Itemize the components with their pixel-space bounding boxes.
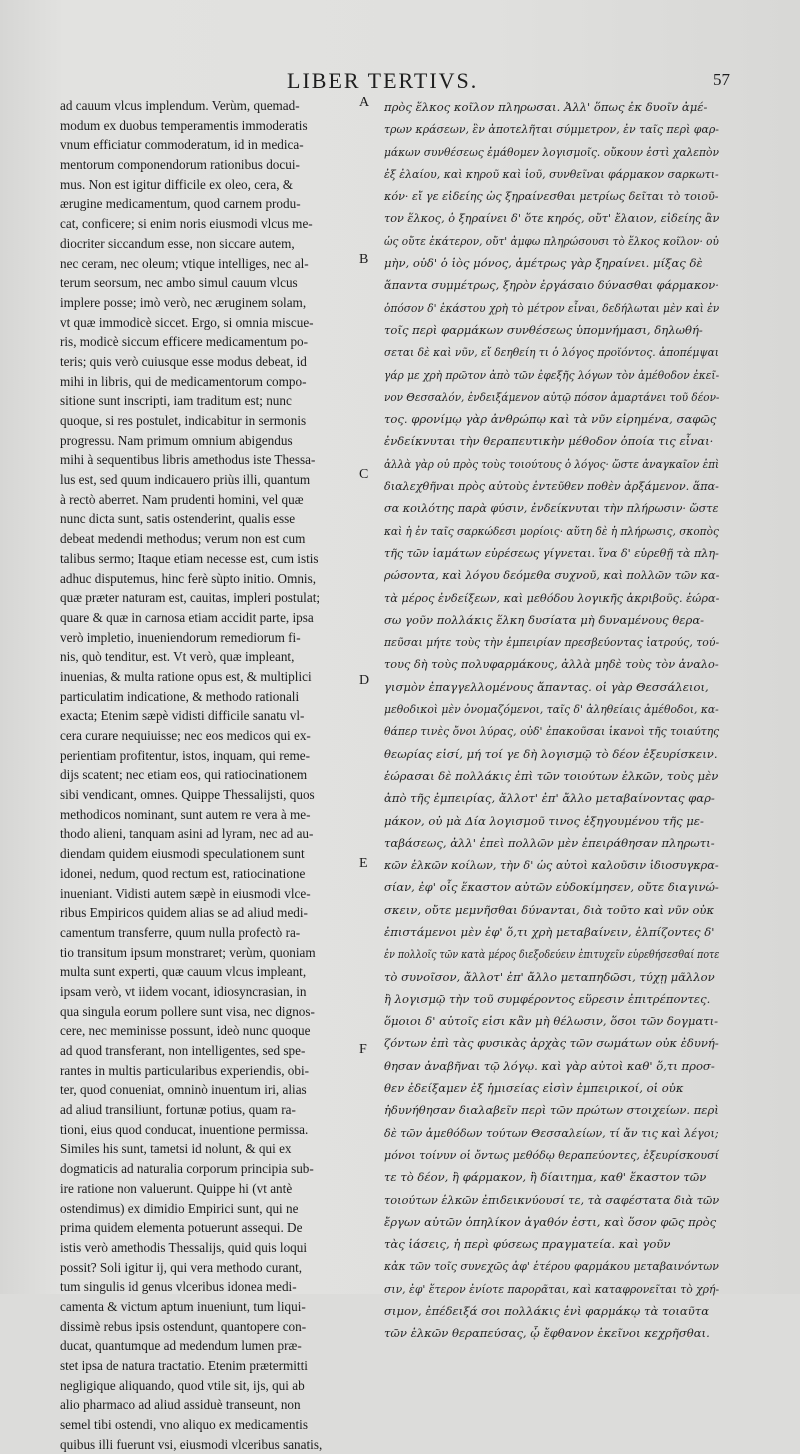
- greek-text-line: ἐνδείκνυται τὴν θεραπευτικὴν μέθοδον ὁποία τις εἶναι·: [384, 434, 714, 449]
- latin-text-line: cere, nec meminisse possunt, ideò nunc quoque: [60, 1023, 311, 1039]
- latin-text-line: qua singula eorum pollere sunt visa, nec dignos-: [60, 1003, 315, 1019]
- latin-text-line: exacta; Etenim sæpè vidisti difficile sanatu vl-: [60, 708, 305, 724]
- latin-text-line: quæ præter naturam est, cauitas, impleri postulat;: [60, 590, 321, 606]
- latin-text-line: ter, quod conueniat, omninò inuentum iri, alias: [60, 1082, 307, 1098]
- greek-text-line: σκειν, οὔτε μεμνῆσθαι δύνανται, διὰ τοῦτο καὶ νῦν οὐκ: [384, 902, 715, 917]
- greek-text-line: τῆς τῶν ἰαμάτων εὑρέσεως γίγνεται. ἵνα δ' εὑρεθῇ τὰ πλη-: [384, 545, 719, 560]
- latin-text-line: tio transitum ipsum monstraret; verùm, quoniam: [60, 944, 316, 960]
- latin-column: [60, 96, 360, 1454]
- latin-text-line: particulatim indicatione, & methodo rationali: [60, 688, 300, 704]
- latin-text-line: multa sunt experti, quæ cauum vlcus impleant,: [60, 964, 307, 980]
- section-marker: E: [359, 856, 368, 871]
- latin-text-line: lus est, sed quum indicauero priùs illi, quantum: [60, 472, 311, 488]
- latin-text-line: mus. Non est igitur difficile ex oleo, cera, &: [60, 176, 294, 192]
- greek-text-line: θησαν ἀναβῆναι τῷ λόγῳ. καὶ γὰρ αὐτοὶ καθ' ὅ,τι προσ-: [384, 1058, 715, 1073]
- latin-text-line: ribus Empiricos quidem alias se ad aliud medi-: [60, 905, 308, 921]
- greek-text-line: πρὸς ἕλκος κοῖλον πληρωσαι. Ἀλλ' ὅπως ἐκ δυοῖν ἀμέ-: [384, 100, 708, 114]
- page-number: 57: [713, 70, 730, 89]
- latin-text-line: ris, modicè siccum efficere medicamentum po-: [60, 334, 309, 350]
- latin-text-line: implere posse; imò verò, nec æruginem solam,: [60, 294, 307, 310]
- greek-text-line: σω γοῦν πολλάκις ἕλκη δυσίατα μὴ δυναμένους θερα-: [384, 612, 705, 627]
- greek-text-line: ἐν πολλοῖς τῶν κατὰ μέρος διεξοδεύειν ἐπιτυχεῖν εὑρεθήσεσθαί ποτε: [384, 947, 720, 962]
- greek-text-line: νον Θεσσαλόν, ἐνδειξάμενον αὐτῷ πόσον ἁμαρτάνει τοῦ δέον-: [384, 389, 720, 404]
- latin-text-line: cera curare nequiuisse; nec eos medicos qui ex-: [60, 728, 311, 743]
- latin-text-line: thodo alieni, tanquam asini ad lyram, nec ad au-: [60, 826, 314, 842]
- greek-text-line: σίαν, ἐφ' οἷς ἕκαστον αὐτῶν εὐδοκίμησεν, οὔτε διαγινώ-: [384, 880, 719, 895]
- greek-text-line: πεῦσαι μήτε τοὺς τὴν ἐμπειρίαν πρεσβεύοντας ἰατρούς, τού-: [384, 635, 720, 650]
- latin-text-line: camenta & victum aptum inueniunt, tum liqui-: [60, 1298, 306, 1314]
- latin-text-line: ire ratione non valuerunt. Quippe hi (vt antè: [60, 1180, 293, 1196]
- section-marker: D: [359, 673, 370, 688]
- greek-text-line: μάκων συνθέσεως ἐμάθομεν λογισμοῖς. οὔκουν ἐστὶ χαλεπὸν: [384, 144, 719, 159]
- greek-text-line: κόν· εἴ γε εἰδείης ὡς ξηραίνεσθαι μετρίως δεῖται τὸ τοιοῦ-: [384, 189, 719, 204]
- latin-text-line: ad aliud transiliunt, fortunæ potius, quam ra-: [60, 1102, 296, 1118]
- latin-text-line: talibus sermo; Itaque etiam necesse est, cum istis: [60, 550, 319, 566]
- latin-text-line: stet ipsa de natura tractatio. Etenim prætermitti: [60, 1358, 308, 1373]
- greek-text-line: ἐξ ἐλαίου, καὶ κηροῦ καὶ ἰοῦ, συνθεῖναι φάρμακον σαρκωτι-: [384, 166, 719, 181]
- latin-text-line: mihi in libris, qui de medicamentorum compo-: [60, 373, 307, 389]
- latin-text-line: rantes in multis particularibus experiendis, obi-: [60, 1062, 310, 1078]
- latin-text-line: prima quidem elementa potuerunt assequi. De: [60, 1220, 303, 1236]
- latin-text-line: camentum transferre, quum nulla profectò ra-: [60, 924, 301, 940]
- latin-text-line: istis verò amethodis Thessalijs, quid quis loqui: [60, 1239, 308, 1255]
- latin-text-line: vt quæ immodicè siccet. Ergo, si omnia miscue-: [60, 314, 314, 330]
- greek-text-line: ἑώρασαι δὲ πολλάκις ἐπὶ τῶν τοιούτων ἑλκῶν, τοὺς μὲν: [384, 768, 719, 783]
- greek-text-line: ἐπιστάμενοι μὲν ἐφ' ὅ,τι χρὴ μεταβαίνειν, ἐλπίζοντες δ': [384, 924, 715, 939]
- latin-text-line: quare & quæ in carnosa etiam accidit parte, ipsa: [60, 609, 314, 625]
- latin-text-line: dijs scatent; nec etiam eos, qui ratiocinationem: [60, 767, 308, 783]
- greek-text-line: ἠδυνήθησαν διαλαβεῖν περὶ τῶν πρώτων στοιχείων. περὶ: [384, 1103, 719, 1118]
- greek-text-line: ρώσοντα, καὶ λόγου δεόμεθα συχνοῦ, καὶ πολλῶν τῶν κα-: [384, 568, 720, 583]
- greek-text-line: ὅμοιοι δ' αὐτοῖς εἰσι κἂν μὴ θέλωσιν, ὅσοι τῶν δογματι-: [384, 1014, 719, 1029]
- greek-text-line: τον ἕλκος, ὁ ξηραίνει δ' ὅτε κηρός, οὔτ' ἔλαιον, εἰδείης ἂν: [384, 211, 720, 226]
- latin-text-line: ad cauum vlcus implendum. Verùm, quemad-: [60, 98, 300, 113]
- latin-text-line: teris; quis verò cuiusque esse modus debeat, id: [60, 353, 307, 369]
- latin-text-line: ducat, quantumque ad medendum lumen præ-: [60, 1338, 302, 1354]
- greek-text-line: θεν ἐδείξαμεν ἐξ ἡμισείας εἰσὶν ἐμπειρικοί, οἱ οὐκ: [384, 1081, 684, 1096]
- latin-text-line: Similes his sunt, tametsi id nolunt, & qui ex: [60, 1141, 292, 1157]
- latin-text-line: diocriter siccandum esse, non siccare autem,: [60, 235, 295, 251]
- greek-text-line: σα κοιλότης παρὰ φύσιν, ἐνδείκνυται τὴν πλήρωσιν· ὥστε: [384, 501, 719, 516]
- latin-text-line: nec ceram, nec oleum; vtique intelliges, nec al-: [60, 255, 309, 271]
- latin-text-line: tum singulis id genus vlceribus idonea medi-: [60, 1279, 297, 1295]
- latin-text-line: semel tibi ostendi, vno aliquo ex medicamentis: [60, 1417, 308, 1433]
- greek-text-line: μεθοδικοὶ μὲν ὀνομαζόμενοι, ταῖς δ' ἀληθείαις ἀμέθοδοι, κα-: [384, 702, 719, 717]
- greek-text-line: ἢ λογισμῷ τὴν τοῦ συμφέροντος εὕρεσιν ἐπιτρέποντες.: [384, 991, 711, 1006]
- greek-text-line: καὶ ἡ ἐν ταῖς σαρκώδεσι μορίοις· αὕτη δὲ ἡ πλήρωσις, σκοπὸς: [384, 523, 719, 538]
- latin-text-line: sitione sunt inscripti, iam traditum est; nunc: [60, 393, 292, 409]
- greek-text-line: γάρ με χρὴ πρῶτον ἀπὸ τῶν ἐφεξῆς λόγων τὸν ἀμέθοδον ἐκεῖ-: [384, 367, 720, 382]
- latin-text-line: dogmaticis ad naturalia corporum principia sub-: [60, 1161, 314, 1177]
- greek-text-line: μάκον, οὐ μὰ Δία λογισμοῦ τινος ἐξηγουμένου τῆς με-: [384, 813, 704, 828]
- greek-text-line: μόνοι τοίνυν οἱ ὄντως μεθόδῳ θεραπεύοντες, ἐξευρίσκουσί: [384, 1147, 720, 1162]
- latin-text-line: inueniant. Vidisti autem sæpè in eiusmodi vlce-: [60, 885, 311, 901]
- latin-text-line: methodicos nominant, sunt autem re vera à me-: [60, 806, 311, 822]
- latin-text-line: perientiam profitentur, istos, inquam, qui reme-: [60, 747, 310, 763]
- greek-text-line: γισμὸν ἐπαγγελλομένους ἅπαντας. οἱ γὰρ Θεσσάλειοι,: [384, 679, 709, 694]
- latin-text-line: sibi vendicant, omnes. Quippe Thessalijsti, quos: [60, 787, 315, 803]
- latin-text-line: verò impletio, inueniendorum remediorum fi-: [60, 629, 301, 645]
- latin-text-line: vnum efficiatur commoderatum, id in medica-: [60, 137, 304, 153]
- latin-text-line: progressu. Nam primum omnium abigendus: [60, 432, 293, 448]
- greek-text-line: τῶν ἑλκῶν θεραπεύσας, ᾧ ἔφθανον ἐκεῖνοι κεχρῆσθαι.: [384, 1326, 710, 1341]
- greek-text-line: τὰς ἰάσεις, ἡ περὶ φύσεως πραγματεία. καὶ γοῦν: [384, 1237, 671, 1252]
- greek-text-line: κῶν ἑλκῶν κοίλων, τὴν δ' ὡς αὐτοὶ καλοῦσιν ἰδιοσυγκρα-: [384, 858, 719, 873]
- latin-text-line: idonei, nedum, quod rectum est, ratiocinatione: [60, 865, 306, 881]
- latin-text-line: adhuc disputemus, hinc ferè sùpto initio. Omnis,: [60, 570, 317, 586]
- greek-text-line: τὸ συνοῖσον, ἄλλοτ' ἐπ' ἄλλο μεταπηδῶσι, τύχῃ μᾶλλον: [384, 969, 715, 984]
- latin-text-line: ipsam verò, vt iidem vocant, idiosyncrasian, in: [60, 983, 307, 999]
- latin-text-line: possit? Soli igitur ij, qui vera methodo curant,: [60, 1259, 303, 1275]
- latin-text-line: mentorum componendorum rationibus docui-: [60, 157, 300, 173]
- latin-text-line: terum seorsum, nec ambo simul cauum vlcus: [60, 275, 298, 291]
- latin-text-line: inuenias, & multa ratione opus est, & multiplici: [60, 668, 312, 684]
- greek-text-line: τρων κράσεων, ἓν ἀποτελῆται σύμμετρον, ἐν ταῖς περὶ φαρ-: [384, 122, 719, 137]
- latin-text-line: mihi à sequentibus libris amethodus iste Thessa-: [60, 452, 316, 468]
- section-marker: F: [359, 1042, 367, 1057]
- page-header: [0, 66, 800, 96]
- greek-text-line: σιμον, ἐπέδειξά σοι πολλάκις ἑνὶ φαρμάκῳ τὰ τοιαῦτα: [384, 1304, 710, 1319]
- section-marker: A: [359, 95, 370, 110]
- latin-text-line: diendam quidem eiusmodi speculationem sunt: [60, 846, 305, 862]
- latin-text-line: ostendimus) ex dimidio Empirici sunt, qui ne: [60, 1200, 299, 1216]
- latin-text-line: cat, conficere; si enim noris eiusmodi vlcus me-: [60, 216, 313, 232]
- greek-text-line: κἀκ τῶν τοῖς συνεχῶς ἀφ' ἑτέρου φαρμάκου μεταβαινόντων: [384, 1259, 719, 1274]
- latin-text-line: negligique aliquando, quod vtile sit, ijs, qui ab: [60, 1377, 305, 1393]
- latin-text-line: à rectò aberret. Nam prudenti homini, vel quæ: [60, 491, 304, 507]
- latin-text-line: alio pharmaco ad aliud assiduè transeunt, non: [60, 1397, 301, 1413]
- latin-text-line: nunc dicta sunt, satis ostenderint, qualis esse: [60, 511, 296, 527]
- greek-text-line: τος. φρονίμῳ γὰρ ἀνθρώπῳ καὶ τὰ νῦν εἰρημένα, σαφῶς: [384, 412, 717, 427]
- greek-text-line: ἔργων αὐτῶν ὁπηλίκον ἀγαθόν ἐστι, καὶ ὅσον φῶς πρὸς: [384, 1214, 717, 1229]
- latin-text-line: quoque, si res postulet, indicabitur in sermonis: [60, 413, 307, 428]
- latin-text-line: tioni, eius quod conducat, inuentione permissa.: [60, 1121, 309, 1137]
- greek-text-line: σεται δὲ καὶ νῦν, εἴ δεηθείη τι ὁ λόγος προϊόντος. ἀποπέμψαι: [384, 345, 719, 360]
- greek-text-line: ὡς οὔτε ἑκάτερον, οὔτ' ἀμφω πληρώσουσι τὸ ἕλκος κοῖλον· οὐ: [384, 233, 719, 248]
- greek-text-line: δὲ τῶν ἀμεθόδων τούτων Θεσσαλείων, τί ἄν τις καὶ λέγοι;: [384, 1125, 719, 1140]
- greek-text-line: θεωρίας εἰσί, μή τοί γε δὴ λογισμῷ τὸ δέον ἐξευρίσκειν.: [384, 746, 718, 761]
- latin-text-line: ad quod transferant, non intelligentes, sed spe-: [60, 1043, 306, 1058]
- greek-text-line: σιν, ἐφ' ἕτερον ἐνίοτε παρορᾶται, καὶ καταφρονεῖται τὸ χρή-: [384, 1281, 720, 1296]
- greek-text-line: τε τὸ δέον, ἢ φάρμακον, ἢ δίαιτημα, καθ' ἕκαστον τῶν: [384, 1170, 707, 1185]
- latin-text-line: modum ex duobus temperamentis immoderatis: [60, 117, 308, 133]
- greek-text-line: τὰ μέρος ἐνδείξεων, καὶ μεθόδου λογικῆς ἀκριβοῦς. ἑώρα-: [384, 590, 720, 605]
- greek-text-line: τοῖς περὶ φαρμάκων συνθέσεως ὑπομνήμασι, δηλωθή-: [384, 322, 703, 337]
- greek-text-line: διαλεχθῆναι πρὸς αὐτοὺς ἐντεῦθεν ποθὲν ἀρξάμενον. ἅπα-: [384, 479, 719, 494]
- greek-text-line: θάπερ τινὲς ὄνοι λύρας, οὐδ' ἐπακοῦσαι ἱκανοὶ τῆς τοιαύτης: [384, 724, 720, 739]
- greek-text-line: ἀλλὰ γὰρ οὐ πρὸς τοὺς τοιούτους ὁ λόγος· ὥστε ἀναγκαῖον ἐπὶ: [384, 456, 720, 471]
- running-title: LIBER TERTIVS.: [287, 68, 479, 93]
- latin-text-line: debeat medendi methodus; verum non est cum: [60, 531, 306, 547]
- section-marker: C: [359, 467, 369, 482]
- greek-text-line: ταβάσεως, ἀλλ' ἐπεὶ πολλῶν μὲν ἐπειράθησαν πληρωτι-: [384, 835, 715, 850]
- greek-text-line: ζόντων ἐπὶ τὰς φυσικὰς ἀρχὰς τῶν σωμάτων οὐκ ἐδυνή-: [384, 1036, 719, 1051]
- latin-text-line: ærugine medicamentum, quod carnem produ-: [60, 196, 301, 212]
- latin-text-line: dissimè rebus ipsis ostendunt, quantopere con-: [60, 1318, 307, 1334]
- greek-text-line: ἅπαντα συμμέτρως, ξηρὸν ἐργάσαιο δύνασθαι φάρμακον·: [384, 278, 719, 293]
- greek-text-line: ἀπὸ τῆς ἐμπειρίας, ἄλλοτ' ἐπ' ἄλλο μεταβαίνοντας φαρ-: [384, 791, 715, 806]
- greek-text-line: τους δὴ τοὺς πολυφαρμάκους, ἀλλὰ μηδὲ τοὺς τὸν ἀναλο-: [384, 657, 719, 672]
- latin-text-line: nis, quò tenditur, est. Vt verò, quæ impleant,: [60, 649, 295, 665]
- latin-text-line: quibus illi fuerunt vsi, eiusmodi vlceribus sanatis,: [60, 1436, 323, 1452]
- section-marker: B: [359, 252, 369, 267]
- greek-text-line: μὴν, οὐδ' ὁ ἰὸς μόνος, ἀμέτρως γὰρ ξηραίνει. μίξας δὲ: [384, 256, 703, 271]
- greek-text-line: ὁπόσον δ' ἑκάστου χρὴ τὸ μέτρον εἶναι, δεδήλωται μὲν καὶ ἐν: [384, 300, 720, 315]
- greek-text-line: τοιούτων ἑλκῶν ἐπιδεικνύουσί τε, τὰ σαφέστατα διὰ τῶν: [384, 1192, 720, 1207]
- greek-column: [384, 96, 719, 1345]
